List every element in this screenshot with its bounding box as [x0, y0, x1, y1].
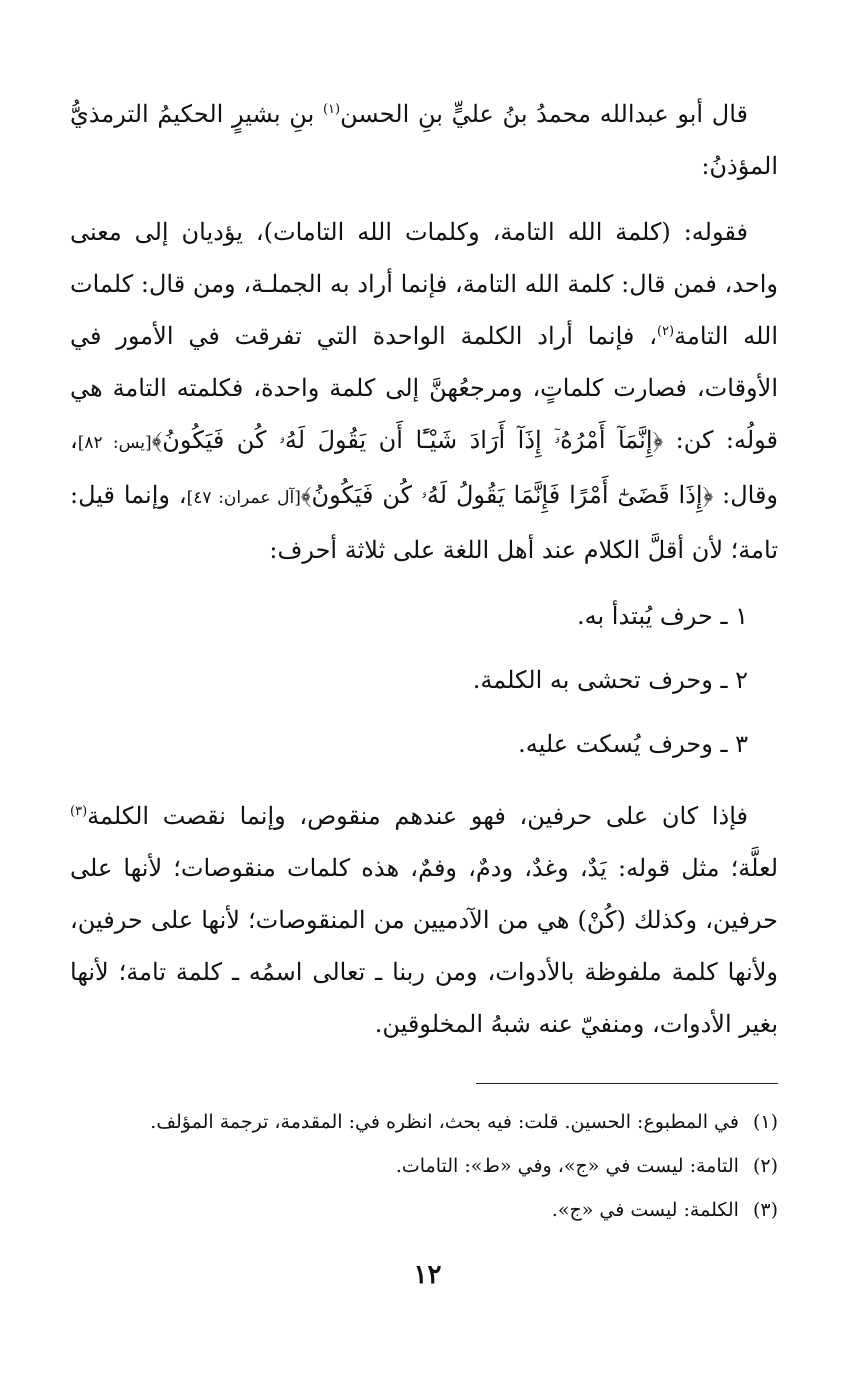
- explanation-text-3: ، وقال:: [70, 426, 778, 509]
- quran-verse-1: ﴿إِنَّمَآ أَمْرُهُۥٓ إِذَآ أَرَادَ شَيْـًٔا أَن يَقُولَ لَهُۥ كُن فَيَكُونُ﴾: [151, 426, 664, 454]
- footnote-2: [70, 1144, 778, 1188]
- list-item: ٣ ـ وحرف يُسكت عليه.: [518, 730, 748, 758]
- footnote-number: (١): [752, 1111, 778, 1133]
- paragraph-intro: [70, 88, 778, 192]
- main-text: [70, 88, 778, 1050]
- footnote-3: [70, 1188, 778, 1232]
- footnotes: [70, 1100, 778, 1232]
- intro-text-rest: بنِ بشيرٍ الحكيمُ الترمذيُّ المؤذنُ:: [70, 100, 778, 180]
- footnote-1: [70, 1100, 778, 1144]
- footnote-ref-1[interactable]: (١): [322, 102, 341, 117]
- footnote-ref-2[interactable]: (٢): [656, 324, 675, 339]
- list-item: ٢ ـ وحرف تحشى به الكلمة.: [472, 666, 748, 694]
- quran-verse-2: ﴿إِذَا قَضَىٰٓ أَمْرًا فَإِنَّمَا يَقُولُ لَهُۥ كُن فَيَكُونُ﴾: [300, 481, 714, 509]
- letters-list: [70, 584, 778, 776]
- conclusion-text-1: فإذا كان على حرفين، فهو عندهم منقوص، وإنما نقصت الكلمة: [87, 802, 748, 830]
- intro-text: قال أبو عبدالله محمدُ بنُ عليٍّ بنِ الحسن: [340, 100, 749, 128]
- explanation-text-4: ، وإنما قيل: تامة؛ لأن أقلَّ الكلام عند أهل اللغة على ثلاثة أحرف:: [70, 481, 778, 564]
- list-item: ١ ـ حرف يُبتدأ به.: [577, 602, 748, 630]
- verse-citation-2: [آل عمران: ٤٧]: [186, 488, 301, 508]
- conclusion-text-2: لعلَّة؛ مثل قوله: يَدٌ، وغدٌ، ودمٌ، وفمٌ، هذه كلمات منقوصات؛ لأنها على حرفين، وكذلك (كُنْ) هي من الآدميين من المنقوصات؛ لأنها على حرفين، ولأنها كلمة ملفوظة بالأدوات، ومن ربنا ـ تعالى اسمُه ـ كلمة تامة؛ لأنها بغير الأدوات، ومنفيّ عنه شبهُ المخلوقين.: [70, 854, 778, 1038]
- page-number: ١٢: [413, 1260, 442, 1290]
- footnote-number: (٢): [752, 1155, 778, 1177]
- verse-citation-1: [يس: ٨٢]: [77, 433, 152, 453]
- footnote-text: في المطبوع: الحسين. قلت: فيه بحث، انظره في: المقدمة، ترجمة المؤلف.: [150, 1111, 739, 1133]
- explanation-text-1: فقوله: (كلمة الله التامة، وكلمات الله التامات)، يؤديان إلى معنى واحد، فمن قال: كلمة الله التامة، فإنما أراد به الجملـة، ومن قال: كلمات الله التامة: [70, 218, 778, 350]
- footnote-number: (٣): [752, 1199, 778, 1221]
- explanation-text-2: ، فإنما أراد الكلمة الواحدة التي تفرقت في الأمور في الأوقات، فصارت كلماتٍ، ومرجعُهنَّ إلى كلمة واحدة، فكلمته التامة هي قولُه: كن:: [70, 322, 779, 454]
- footnote-ref-3[interactable]: (٣): [70, 804, 88, 819]
- footnote-divider: [476, 1083, 778, 1084]
- paragraph-explanation: [70, 206, 778, 576]
- footnote-text: الكلمة: ليست في «ج».: [551, 1199, 739, 1221]
- paragraph-conclusion: [70, 790, 778, 1050]
- footnote-text: التامة: ليست في «ج»، وفي «ط»: التامات.: [395, 1155, 739, 1177]
